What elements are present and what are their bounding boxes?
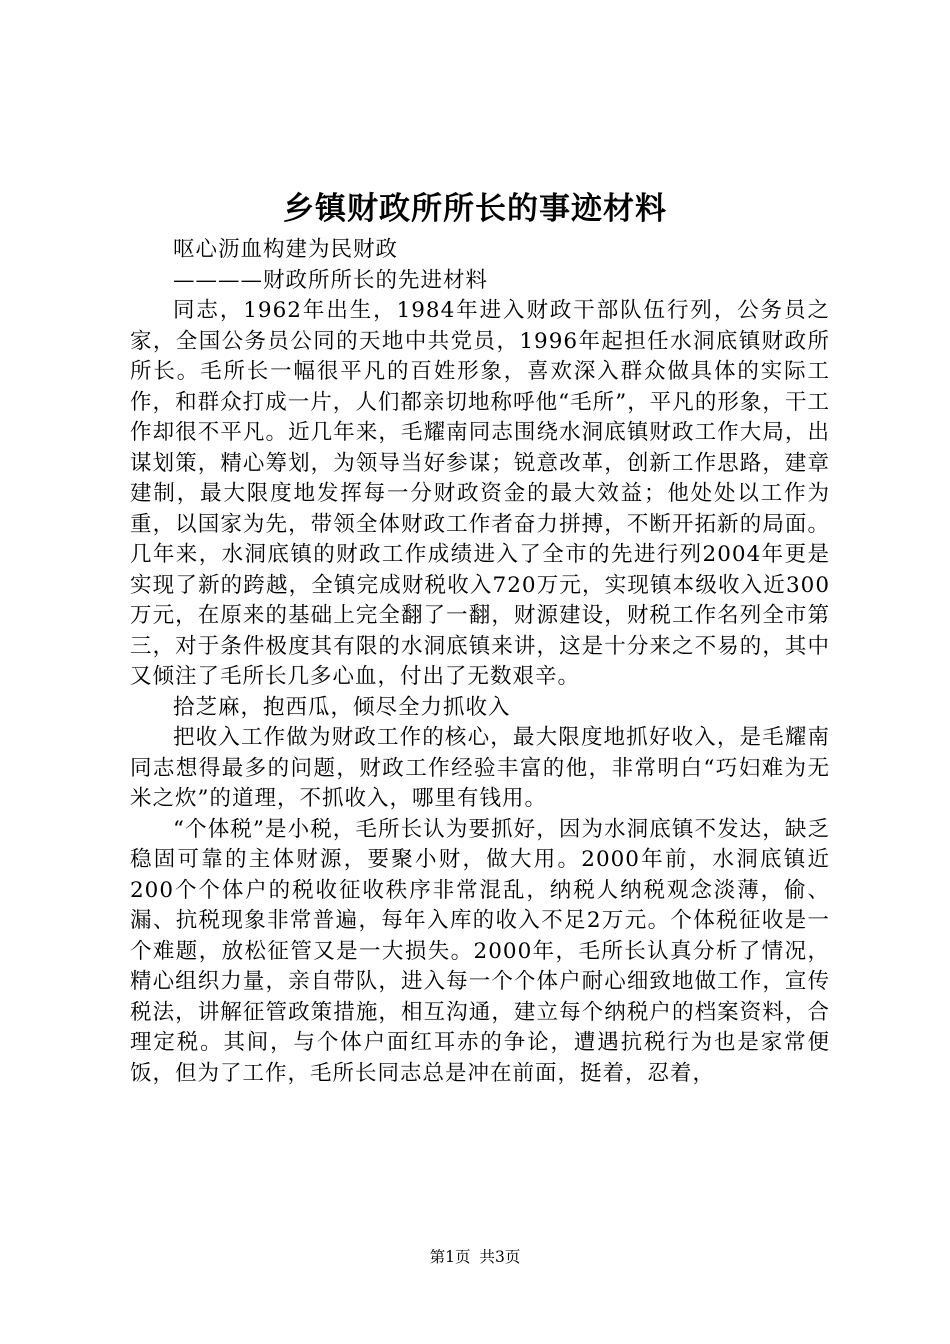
document-title: 乡镇财政所所长的事迹材料: [283, 191, 667, 227]
subtitle-line: 呕心沥血构建为民财政: [173, 237, 399, 262]
body-paragraph: “个体税”是小税，毛所长认为要抓好，因为水洞底镇不发达，缺乏稳固可靠的主体财源，要聚小财，做大用。2000年前，水洞底镇近200个个体户的税收征收秩序非常混乱，纳税人纳税观念淡薄，偷、漏、抗税现象非常普遍，每年入库的收入不足2万元。个体税征收是一个难题，放松征管又是一大损失。2000年，毛所长认真分析了情况，精心组织力量，亲自带队，进入每一个个体户耐心细致地做工作，宣传税法，讲解征管政策措施，相互沟通，建立每个纳税户的档案资料，合理定税。其间，与个体户面红耳赤的争论，遭遇抗税行为也是家常便饭，但为了工作，毛所长同志总是冲在前面，挺着，忍着，: [130, 816, 830, 1086]
page-total: 共3页: [479, 1248, 521, 1266]
body-paragraph: 同志，1962年出生，1984年进入财政干部队伍行列，公务员之家，全国公务员公同的天地中共党员，1996年起担任水洞底镇财政所所长。毛所长一幅很平凡的百姓形象，喜欢深入群众做具体的实际工作，和群众打成一片，人们都亲切地称呼他“毛所”，平凡的形象，干工作却很不平凡。近几年来，毛耀南同志围绕水洞底镇财政工作大局，出谋划策，精心筹划，为领导当好参谋；锐意改革，创新工作思路，建章建制，最大限度地发挥每一分财政资金的最大效益；他处处以工作为重，以国家为先，带领全体财政工作者奋力拼搏，不断开拓新的局面。几年来，水洞底镇的财政工作成绩进入了全市的先进行列2004年更是实现了新的跨越，全镇完成财税收入720万元，实现镇本级收入近300万元，在原来的基础上完全翻了一翻，财源建设，财税工作名列全市第三，对于条件极度其有限的水洞底镇来讲，这是十分来之不易的，其中又倾注了毛所长几多心血，付出了无数艰辛。: [130, 298, 830, 689]
section-heading: 拾芝麻，抱西瓜，倾尽全力抓收入: [173, 694, 511, 720]
page-footer: [0, 1246, 950, 1268]
subtitle-dash-line: ————财政所所长的先进材料: [173, 267, 489, 293]
page-number: 第1页: [429, 1248, 471, 1266]
document-body: [130, 235, 830, 1089]
body-paragraph: 把收入工作做为财政工作的核心，最大限度地抓好收入，是毛耀南同志想得最多的问题，财政工作经验丰富的他，非常明白“巧妇难为无米之炊”的道理，不抓收入，哪里有钱用。: [130, 725, 830, 811]
